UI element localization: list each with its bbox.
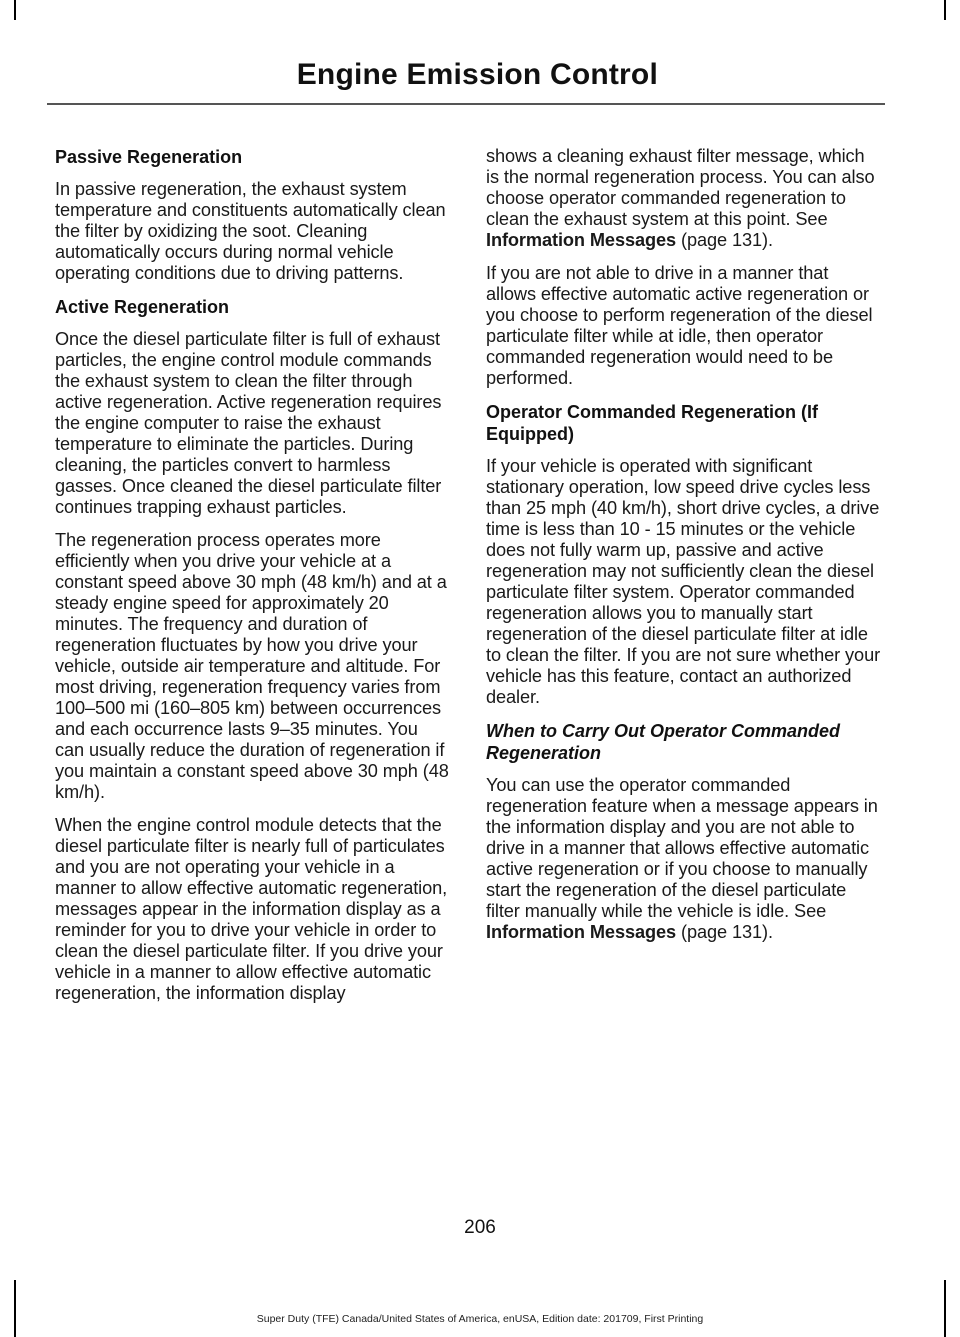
page-reference: (page 131). xyxy=(676,230,773,250)
idle-regeneration-paragraph: If you are not able to drive in a manner that allows effective automatic active regeneration or you choose to perform regeneration of the diesel particulate filter while at idle, then operator commanded regeneration would need to be performed. xyxy=(486,263,873,388)
continued-text: shows a cleaning exhaust filter message, which is the normal regeneration process. You can also choose operator commanded regeneration to clean the exhaust system at this point. See xyxy=(486,146,875,229)
crop-mark-top-right xyxy=(944,0,946,20)
active-regeneration-heading: Active Regeneration xyxy=(55,297,230,317)
active-regeneration-paragraph-3: When the engine control module detects that the diesel particulate filter is nearly full of particulates and you are not operating your vehicle in a manner to allow effective automatic regeneration, messages appear in the information display as a reminder for you to drive your vehicle in order to clean the diesel particulate filter. If you drive your vehicle in a manner to allow effective automatic regeneration, the information display xyxy=(55,815,448,1003)
when-text: You can use the operator commanded regeneration feature when a message appears in the information display and you are not able to drive in a manner that allows effective automatic active regeneration or if you choose to manually start the regeneration of the diesel particulate filter manually while the vehicle is idle. See xyxy=(486,775,878,921)
page-reference-2: (page 131). xyxy=(676,922,773,942)
right-column xyxy=(486,146,882,955)
footer-edition-info: Super Duty (TFE) Canada/United States of America, enUSA, Edition date: 201709, First Printing xyxy=(256,1313,704,1325)
passive-regeneration-paragraph: In passive regeneration, the exhaust system temperature and constituents automatically clean the filter by oxidizing the soot. Cleaning automatically occurs during normal vehicle operating conditions due to driving patterns. xyxy=(55,179,446,283)
information-messages-link[interactable]: Information Messages xyxy=(486,230,677,250)
active-regeneration-paragraph-1: Once the diesel particulate filter is full of exhaust particles, the engine control module commands the exhaust system to clean the filter through active regeneration. Active regeneration requires the engine computer to raise the exhaust temperature to eliminate the particles. During cleaning, the particles convert to harmless gasses. Once cleaned the diesel particulate filter continues trapping exhaust particles. xyxy=(55,329,442,517)
continued-paragraph xyxy=(486,146,882,251)
header-divider xyxy=(47,103,885,105)
passive-regeneration-heading: Passive Regeneration xyxy=(55,147,243,167)
when-to-carry-out-heading: When to Carry Out Operator Commanded Regeneration xyxy=(486,721,841,763)
crop-mark-top-left xyxy=(14,0,16,20)
left-column xyxy=(55,146,450,1016)
when-to-carry-out-paragraph xyxy=(486,775,882,943)
operator-commanded-heading: Operator Commanded Regeneration (If Equipped) xyxy=(486,402,819,444)
page-title: Engine Emission Control xyxy=(296,58,658,91)
active-regeneration-paragraph-2: The regeneration process operates more efficiently when you drive your vehicle at a constant speed above 30 mph (48 km/h) and at a steady engine speed for approximately 20 minutes. The frequency and duration of regeneration fluctuates by how you drive your vehicle, outside air temperature and altitude. For most driving, regeneration frequency varies from 100–500 mi (160–805 km) between occurrences and each occurrence lasts 9–35 minutes. You can usually reduce the duration of regeneration if you maintain a constant speed above 30 mph (48 km/h). xyxy=(55,530,449,802)
page-number: 206 xyxy=(464,1217,496,1238)
operator-commanded-paragraph: If your vehicle is operated with significant stationary operation, low speed drive cycles less than 25 mph (40 km/h), short drive cycles, a drive time is less than 10 - 15 minutes or the vehicle does not fully warm up, passive and active regeneration may not sufficiently clean the diesel particulate filter system. Operator commanded regeneration allows you to manually start regeneration of the diesel particulate filter at idle to clean the filter. If you are not sure whether your vehicle has this feature, contact an authorized dealer. xyxy=(486,456,881,707)
crop-mark-bottom-left xyxy=(14,1280,16,1337)
information-messages-link-2[interactable]: Information Messages xyxy=(486,922,677,942)
crop-mark-bottom-right xyxy=(944,1280,946,1337)
